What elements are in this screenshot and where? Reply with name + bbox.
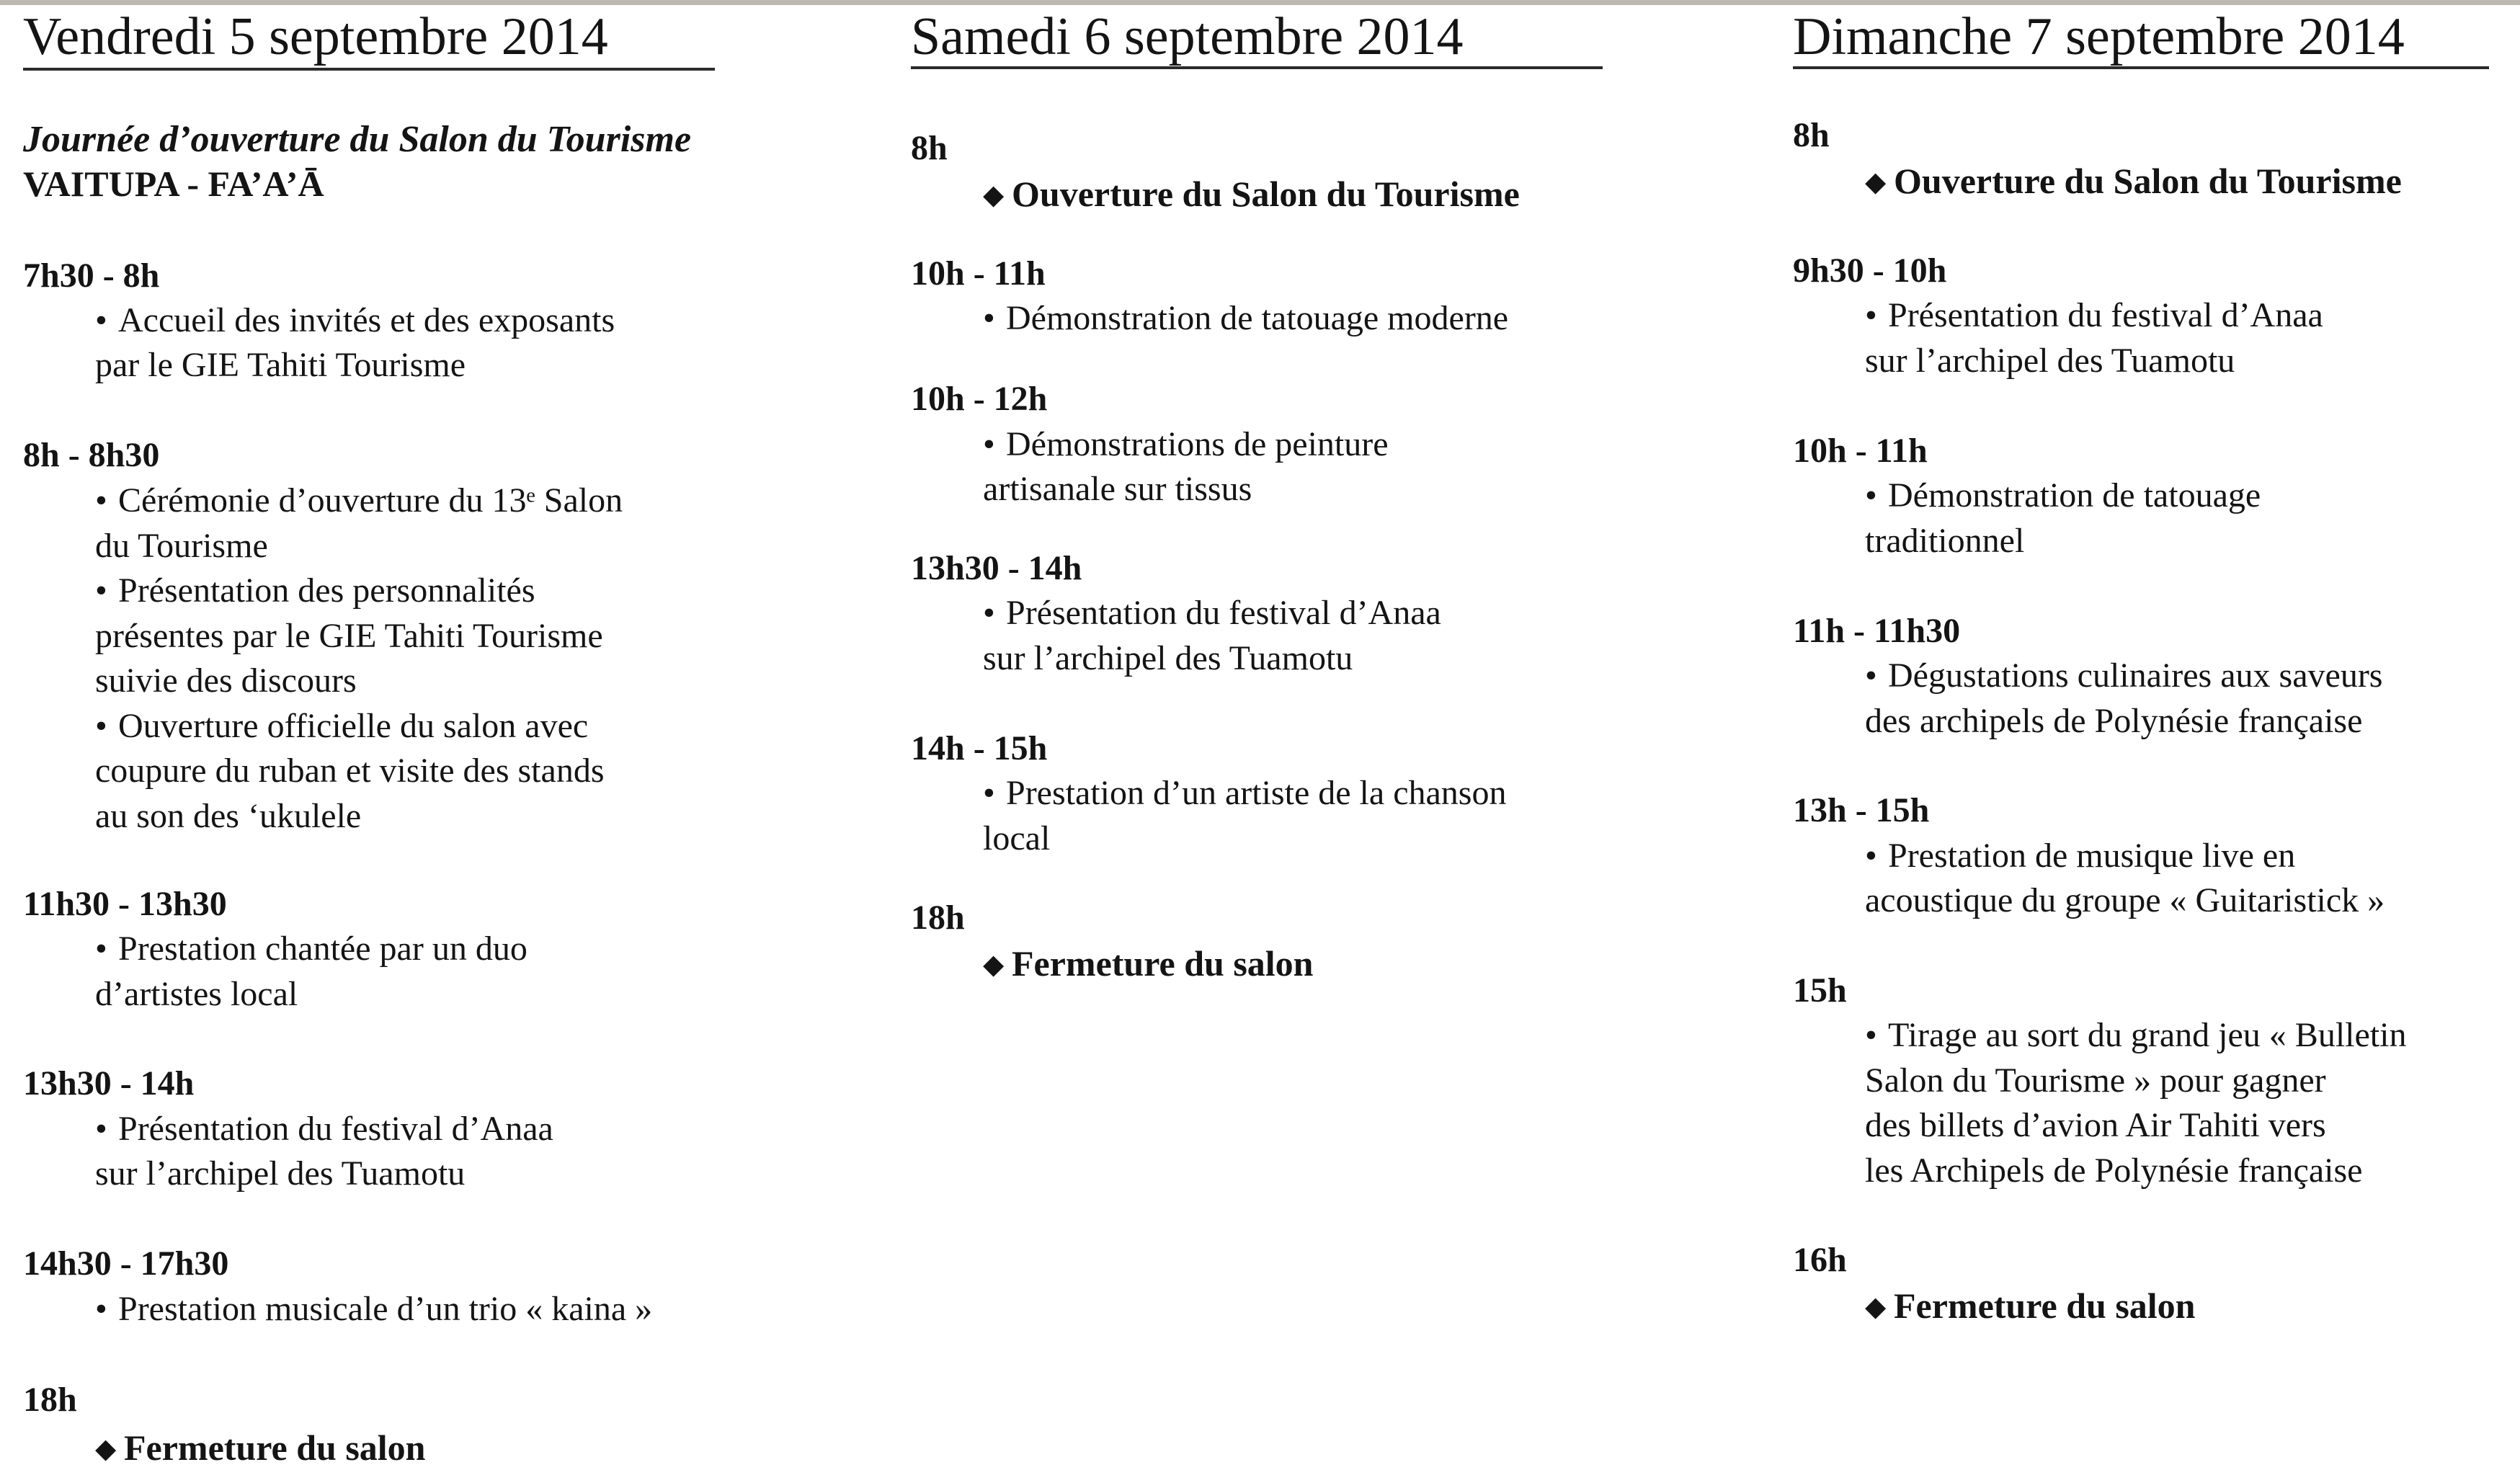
- top-border: [0, 0, 2520, 5]
- program-item-continued: sur l’archipel des Tuamotu: [983, 639, 1353, 677]
- program-item: • Cérémonie d’ouverture du 13ᵉ Salon: [95, 478, 623, 524]
- bullet-icon: •: [1865, 476, 1877, 514]
- program-item-continued: coupure du ruban et visite des stands: [95, 752, 605, 790]
- bullet-icon: •: [95, 481, 107, 520]
- closing-item: ◆ Fermeture du salon: [983, 941, 1313, 987]
- program-item-continued: les Archipels de Polynésie française: [1865, 1151, 2363, 1190]
- program-item: • Présentation des personnalités: [95, 569, 535, 614]
- time-slot: 18h: [911, 899, 965, 937]
- program-item-continued: d’artistes local: [95, 975, 298, 1013]
- time-slot: 13h30 - 14h: [911, 549, 1082, 587]
- bullet-icon: •: [1865, 296, 1877, 334]
- time-slot: 11h30 - 13h30: [23, 885, 227, 923]
- bullet-icon: •: [95, 1110, 107, 1148]
- program-item-continued: sur l’archipel des Tuamotu: [1865, 342, 2235, 380]
- closing-item: ◆ Fermeture du salon: [95, 1425, 425, 1471]
- time-slot: 10h - 11h: [911, 254, 1046, 293]
- program-item: • Prestation d’un artiste de la chanson: [983, 771, 1506, 816]
- bullet-icon: •: [983, 594, 995, 632]
- program-item-continued: des billets d’avion Air Tahiti vers: [1865, 1106, 2326, 1144]
- bullet-icon: •: [1865, 837, 1877, 875]
- title-underline: [1793, 66, 2489, 69]
- bullet-icon: •: [95, 930, 107, 968]
- time-slot: 8h - 8h30: [23, 436, 160, 474]
- time-slot: 8h: [911, 129, 948, 167]
- time-slot: 16h: [1793, 1241, 1847, 1279]
- program-item-continued: Salon du Tourisme » pour gagner: [1865, 1061, 2326, 1100]
- time-slot: 13h - 15h: [1793, 791, 1930, 829]
- program-item-continued: présentes par le GIE Tahiti Tourisme: [95, 617, 603, 655]
- program-item: • Prestation de musique live en: [1865, 834, 2295, 879]
- bullet-icon: •: [983, 299, 995, 337]
- bullet-icon: •: [95, 301, 107, 339]
- time-slot: 13h30 - 14h: [23, 1064, 195, 1102]
- program-item: • Dégustations culinaires aux saveurs: [1865, 654, 2382, 699]
- program-item-continued: sur l’archipel des Tuamotu: [95, 1154, 466, 1193]
- bullet-icon: •: [95, 1290, 107, 1328]
- program-item: • Démonstration de tatouage: [1865, 473, 2261, 519]
- day-title: Dimanche 7 septembre 2014: [1793, 7, 2405, 66]
- time-slot: 18h: [23, 1381, 77, 1419]
- diamond-bullet-icon: ◆: [983, 950, 1005, 980]
- bullet-icon: •: [983, 774, 995, 812]
- program-item: • Présentation du festival d’Anaa: [983, 591, 1441, 636]
- diamond-bullet-icon: ◆: [95, 1434, 117, 1464]
- closing-item: ◆ Fermeture du salon: [1865, 1283, 2195, 1329]
- time-slot: 9h30 - 10h: [1793, 251, 1947, 290]
- program-item-continued: du Tourisme: [95, 527, 268, 565]
- program-item-continued: local: [983, 819, 1051, 857]
- opening-day-location: VAITUPA - FA’A’Ā: [23, 164, 324, 204]
- diamond-bullet-icon: ◆: [983, 180, 1005, 210]
- program-item-continued: au son des ‘ukulele: [95, 797, 362, 835]
- time-slot: 10h - 11h: [1793, 432, 1928, 470]
- time-slot: 14h - 15h: [911, 729, 1048, 767]
- program-item: • Prestation chantée par un duo: [95, 927, 527, 972]
- program-item-continued: artisanale sur tissus: [983, 470, 1252, 508]
- diamond-bullet-icon: ◆: [1865, 167, 1887, 197]
- day-title: Vendredi 5 septembre 2014: [23, 7, 608, 66]
- day-title: Samedi 6 septembre 2014: [911, 7, 1464, 66]
- title-underline: [23, 68, 715, 71]
- title-underline: [911, 66, 1603, 69]
- program-item-continued: suivie des discours: [95, 661, 357, 700]
- opening-item: ◆ Ouverture du Salon du Tourisme: [983, 171, 1520, 218]
- program-item: • Démonstrations de peinture: [983, 422, 1389, 468]
- bullet-icon: •: [95, 707, 107, 745]
- time-slot: 8h: [1793, 116, 1830, 154]
- opening-day-title: Journée d’ouverture du Salon du Tourisme: [23, 119, 692, 160]
- program-item-continued: par le GIE Tahiti Tourisme: [95, 346, 466, 384]
- program-item: • Accueil des invités et des exposants: [95, 298, 615, 344]
- bullet-icon: •: [95, 571, 107, 610]
- bullet-icon: •: [983, 425, 995, 463]
- bullet-icon: •: [1865, 656, 1877, 695]
- time-slot: 7h30 - 8h: [23, 257, 160, 295]
- program-item-continued: acoustique du groupe « Guitaristick »: [1865, 881, 2385, 919]
- time-slot: 15h: [1793, 971, 1847, 1010]
- bullet-icon: •: [1865, 1016, 1877, 1054]
- program-item: • Prestation musicale d’un trio « kaina »: [95, 1287, 652, 1332]
- time-slot: 11h - 11h30: [1793, 612, 1961, 650]
- program-item: • Démonstration de tatouage moderne: [983, 296, 1508, 342]
- time-slot: 10h - 12h: [911, 380, 1048, 418]
- program-item: • Présentation du festival d’Anaa: [1865, 293, 2323, 339]
- program-item: • Présentation du festival d’Anaa: [95, 1107, 553, 1152]
- diamond-bullet-icon: ◆: [1865, 1292, 1887, 1322]
- program-item-continued: des archipels de Polynésie française: [1865, 702, 2363, 740]
- program-item: • Tirage au sort du grand jeu « Bulletin: [1865, 1013, 2406, 1059]
- opening-item: ◆ Ouverture du Salon du Tourisme: [1865, 159, 2402, 205]
- program-item-continued: traditionnel: [1865, 522, 2025, 560]
- program-item: • Ouverture officielle du salon avec: [95, 704, 588, 749]
- time-slot: 14h30 - 17h30: [23, 1244, 229, 1283]
